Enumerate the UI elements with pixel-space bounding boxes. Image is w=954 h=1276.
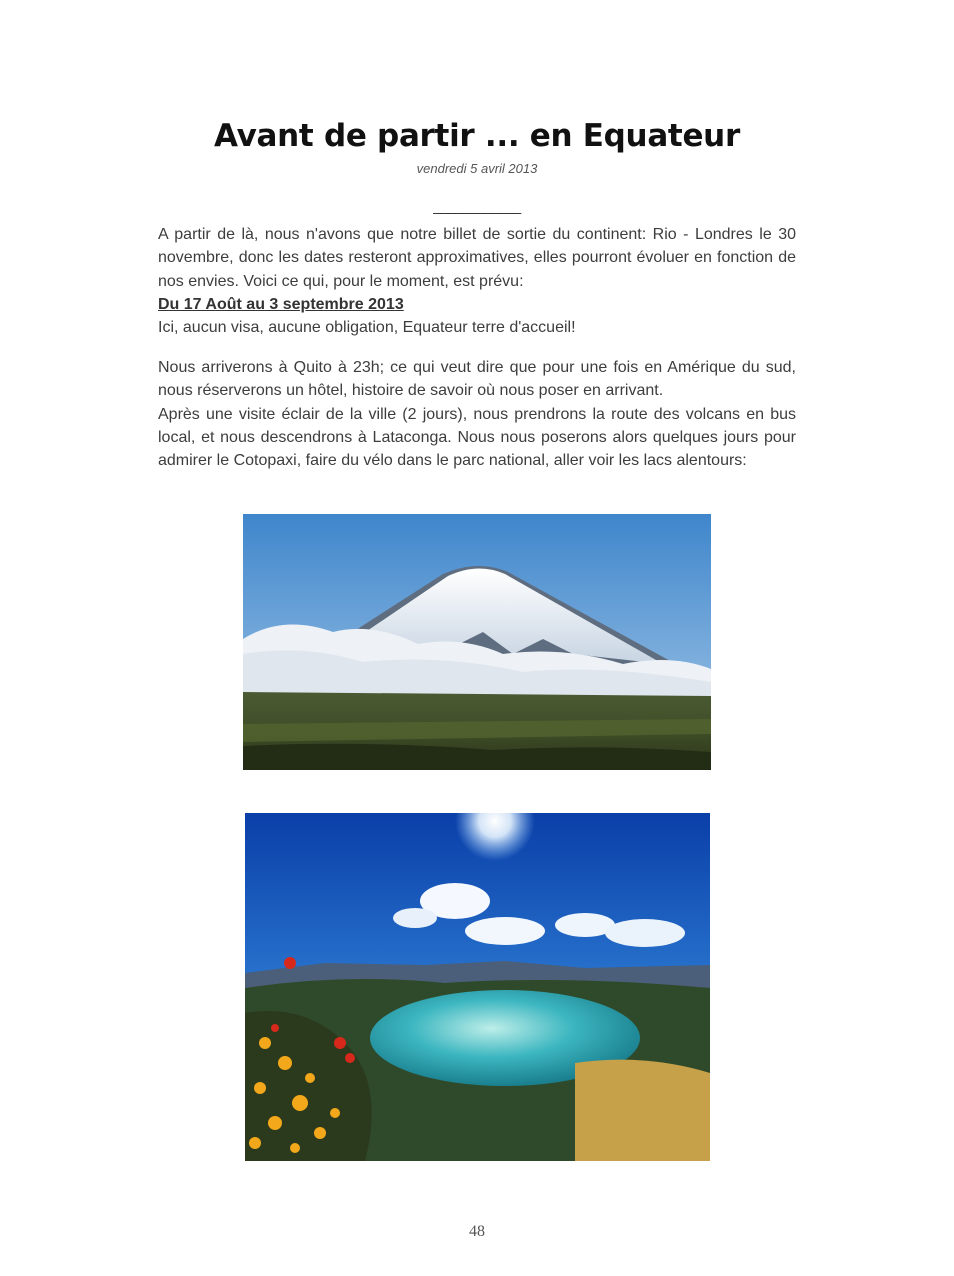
page-title: Avant de partir ... en Equateur xyxy=(214,118,740,154)
volcano-photo xyxy=(243,514,711,770)
route-paragraph: Après une visite éclair de la ville (2 jours), nous prendrons la route des volcans en bus local, et nous descendrons à Lataconga. Nous nous poserons alors quelques jours pour admirer le Cotopaxi, faire du vélo dans le parc national, aller voir les lacs alentours: xyxy=(158,405,796,470)
arrival-paragraph: Nous arriverons à Quito à 23h; ce qui veut dire que pour une fois en Amérique du sud, nous réserverons un hôtel, histoire de savoir où nous poser en arrivant. xyxy=(158,359,796,400)
section-heading: Du 17 Août au 3 septembre 2013 xyxy=(158,295,404,313)
crater-lake-photo xyxy=(245,813,710,1161)
itinerary-block xyxy=(158,356,796,472)
intro-block xyxy=(158,223,796,339)
intro-paragraph: A partir de là, nous n'avons que notre billet de sortie du continent: Rio - Londres le 30 novembre, donc les dates resteront approximatives, elles pourront évoluer en fonction de nos envies. Voici ce qui, pour le moment, est prévu: xyxy=(158,226,796,290)
section-line: Ici, aucun visa, aucune obligation, Equateur terre d'accueil! xyxy=(158,319,576,337)
post-date: vendredi 5 avril 2013 xyxy=(416,161,538,176)
page-number: 48 xyxy=(469,1223,485,1240)
separator-line: ____________ xyxy=(433,198,521,214)
